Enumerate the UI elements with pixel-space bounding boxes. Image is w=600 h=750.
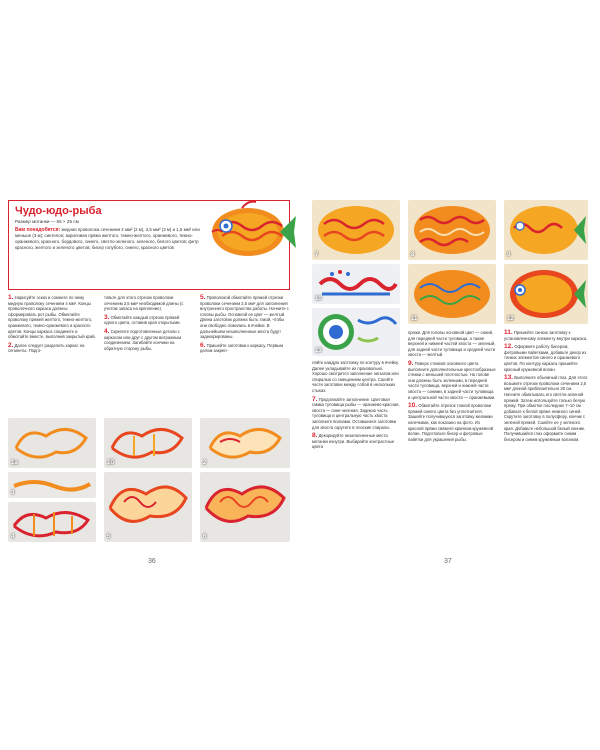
materials-label: Вам понадобятся: [15,227,61,233]
left-col-2 [104,295,192,351]
photo-3: 3 [8,472,96,498]
photo-5: 5 [104,472,192,542]
photo-10: 10 [312,264,400,304]
right-col-3 [504,330,588,442]
page-number-left: 36 [148,558,156,565]
step-5: 5. Проволокой обмотайте пряжей отрезки проволоки сечением 2,5 мм² для заполнения внутреннего пространства работы. Начните с головы рыбы. Основной ее цвет — желтый. Длина заготовок должна быть такой, чтобы они свободно ложились в ячейки. В дальнейшем незаполненные места будут задекорированы. [200,294,289,340]
page-number-right: 37 [444,558,452,565]
magazine-spread [0,180,600,575]
photo-4: 4 [8,502,96,542]
step-4: 4. Скрепите подготовленные детали с каркасом или друг с другом витражным соединением. Загибайте кончики на обратную сторону рыбы. [104,327,182,351]
page-right [304,180,594,575]
step-8: 8. Декорируйте незаполненные места мотанки изнутри. Выбирайте контрастные цвета [312,432,395,450]
photo-8: 8 [408,200,496,260]
right-col-1 [312,360,400,450]
photo-13: 13 [312,308,400,356]
size-line: Размер мотанки — 55 × 25 см [15,219,79,224]
step-2-cont: товьте для этого отрезок проволоки сечением 2,5 мм² необходимой длины (с учетом запаса на крепление). [104,295,184,312]
step-11: 11. Пришейте синюю заготовку к установленному элементу внутри каркаса. [504,329,588,341]
left-col-3 [200,295,290,354]
step-13: 13. Выполните объемный глаз. Для этого возьмите отрезок проволоки сечением 2,5 мм² длиной приблизительно 30 см. Начните обматывать его светло-зеленой пряжей. Затем используйте только белую пряжу. При обмотке последних 7–10 см добавьте к белой пряже немного синей. Скрутите заготовку в полусферу, кончик с зеленой пряжей. Сшейте ее у зеленого края. Добавьте небольшой белый конник. Получившийся глаз оформите синим бисером и синим кружевным воланом. [504,374,588,442]
step-12: 12. Оформите работу бисером, фетровыми пайетками, добавьте декор из тонких элементов синего и оранжевого цветов. По контуру каркаса пришейте красный кружевной волан. [504,343,587,372]
step-7: 7. Продолжайте заполнение. Цветовая гамма туловища рыбы — оранжево-красная, хвоста — сине-зеленая. Заднюю часть туловища и центральную часть хвоста заполните волнами. Оставшиеся заготовки для хвоста скрутите в плоские спирали. [312,395,400,430]
photo-1a: 1а [8,418,96,468]
right-col-2 [408,330,496,442]
step-1: 1. Нарисуйте эскиз и сомните по нему медную проволоку сечением 4 мм². Концы проволочного каркаса должны сформировать рот рыбы. Обмотайте проволоку пряжей желтого, темно-желтого, оранжевого, темно-оранжевого и красного цветов. Концы каркаса соедините и обмотайте вместе, выполнив закрытый край. [8,294,96,340]
photo-2: 2 [200,418,290,468]
page-title: Чудо-юдо-рыба [15,205,102,217]
page-left [8,180,294,575]
photo-6: 6 [200,472,290,542]
step-6-cont: ляйте каждую заготовку по контуру в ячейку. Далее укладывайте их произвольно. Хорошо смотрится заполнение зигзагом или спиралью со смещением центра. Сшейте части заготовки между собой в нескольких стыках. [312,360,399,393]
fish-hero-image [202,196,298,266]
step-10: 10. Обмотайте отрезок тонкой проволоки пряжей синего цвета без уплотнителя. Зашейте получившуюся заготовку мелкими колечками, как показано на фото. Из красной пряжи свяжите крючком кружевной волан. Подготовьте бисер и фетровые пайетки для украшения рыбы. [408,402,494,442]
photo-12: 12 [504,264,588,324]
photo-7: 7 [312,200,400,260]
step-3: 3. Обмотайте каждый отрезок пряжей одного цвета, оставив края открытыми. [104,313,181,326]
photo-11: 11 [408,264,496,324]
left-col-1 [8,295,96,354]
step-6: 6. Пришейте заготовки к каркасу. Первым делом закреп- [200,341,284,354]
step-2: 2. Далее следует разделить каркас на сегменты. Подго- [8,341,85,354]
step-9: 9. Поверх стежков основного цвета выполните дополнительные крестообразные стежки с меньшей плотностью. На голове они должны быть зелеными, в передней части туловища, верхней и нижней части хвоста — синими, в задней части туловища и центральной части хвоста — оранжевыми. [408,359,496,400]
photo-1b: 1б [104,418,192,468]
materials-text: медная проволока сечением 4 мм² (2 м), 2,5 мм² (3 м) и 1,5 мм² или меньше (3 м); синтепон; акриловая пряжа желтого, темно-желтого, оранжевого, темно-оранжевого, красного, бордового, синего, светло-зеленого, зеленого, белого цветов; фетр красного, желтого и зеленого цветов; бисер голубого, синего, красного цветов [15,227,200,250]
materials [15,227,205,251]
step-8-cont: пряжи. Для головы основной цвет — синий, для передней части туловища, а также верхней и нижней частей хвоста — зеленый, для задней части туловища и средней части хвоста — желтый. [408,330,496,358]
photo-9: 9 [504,200,588,260]
